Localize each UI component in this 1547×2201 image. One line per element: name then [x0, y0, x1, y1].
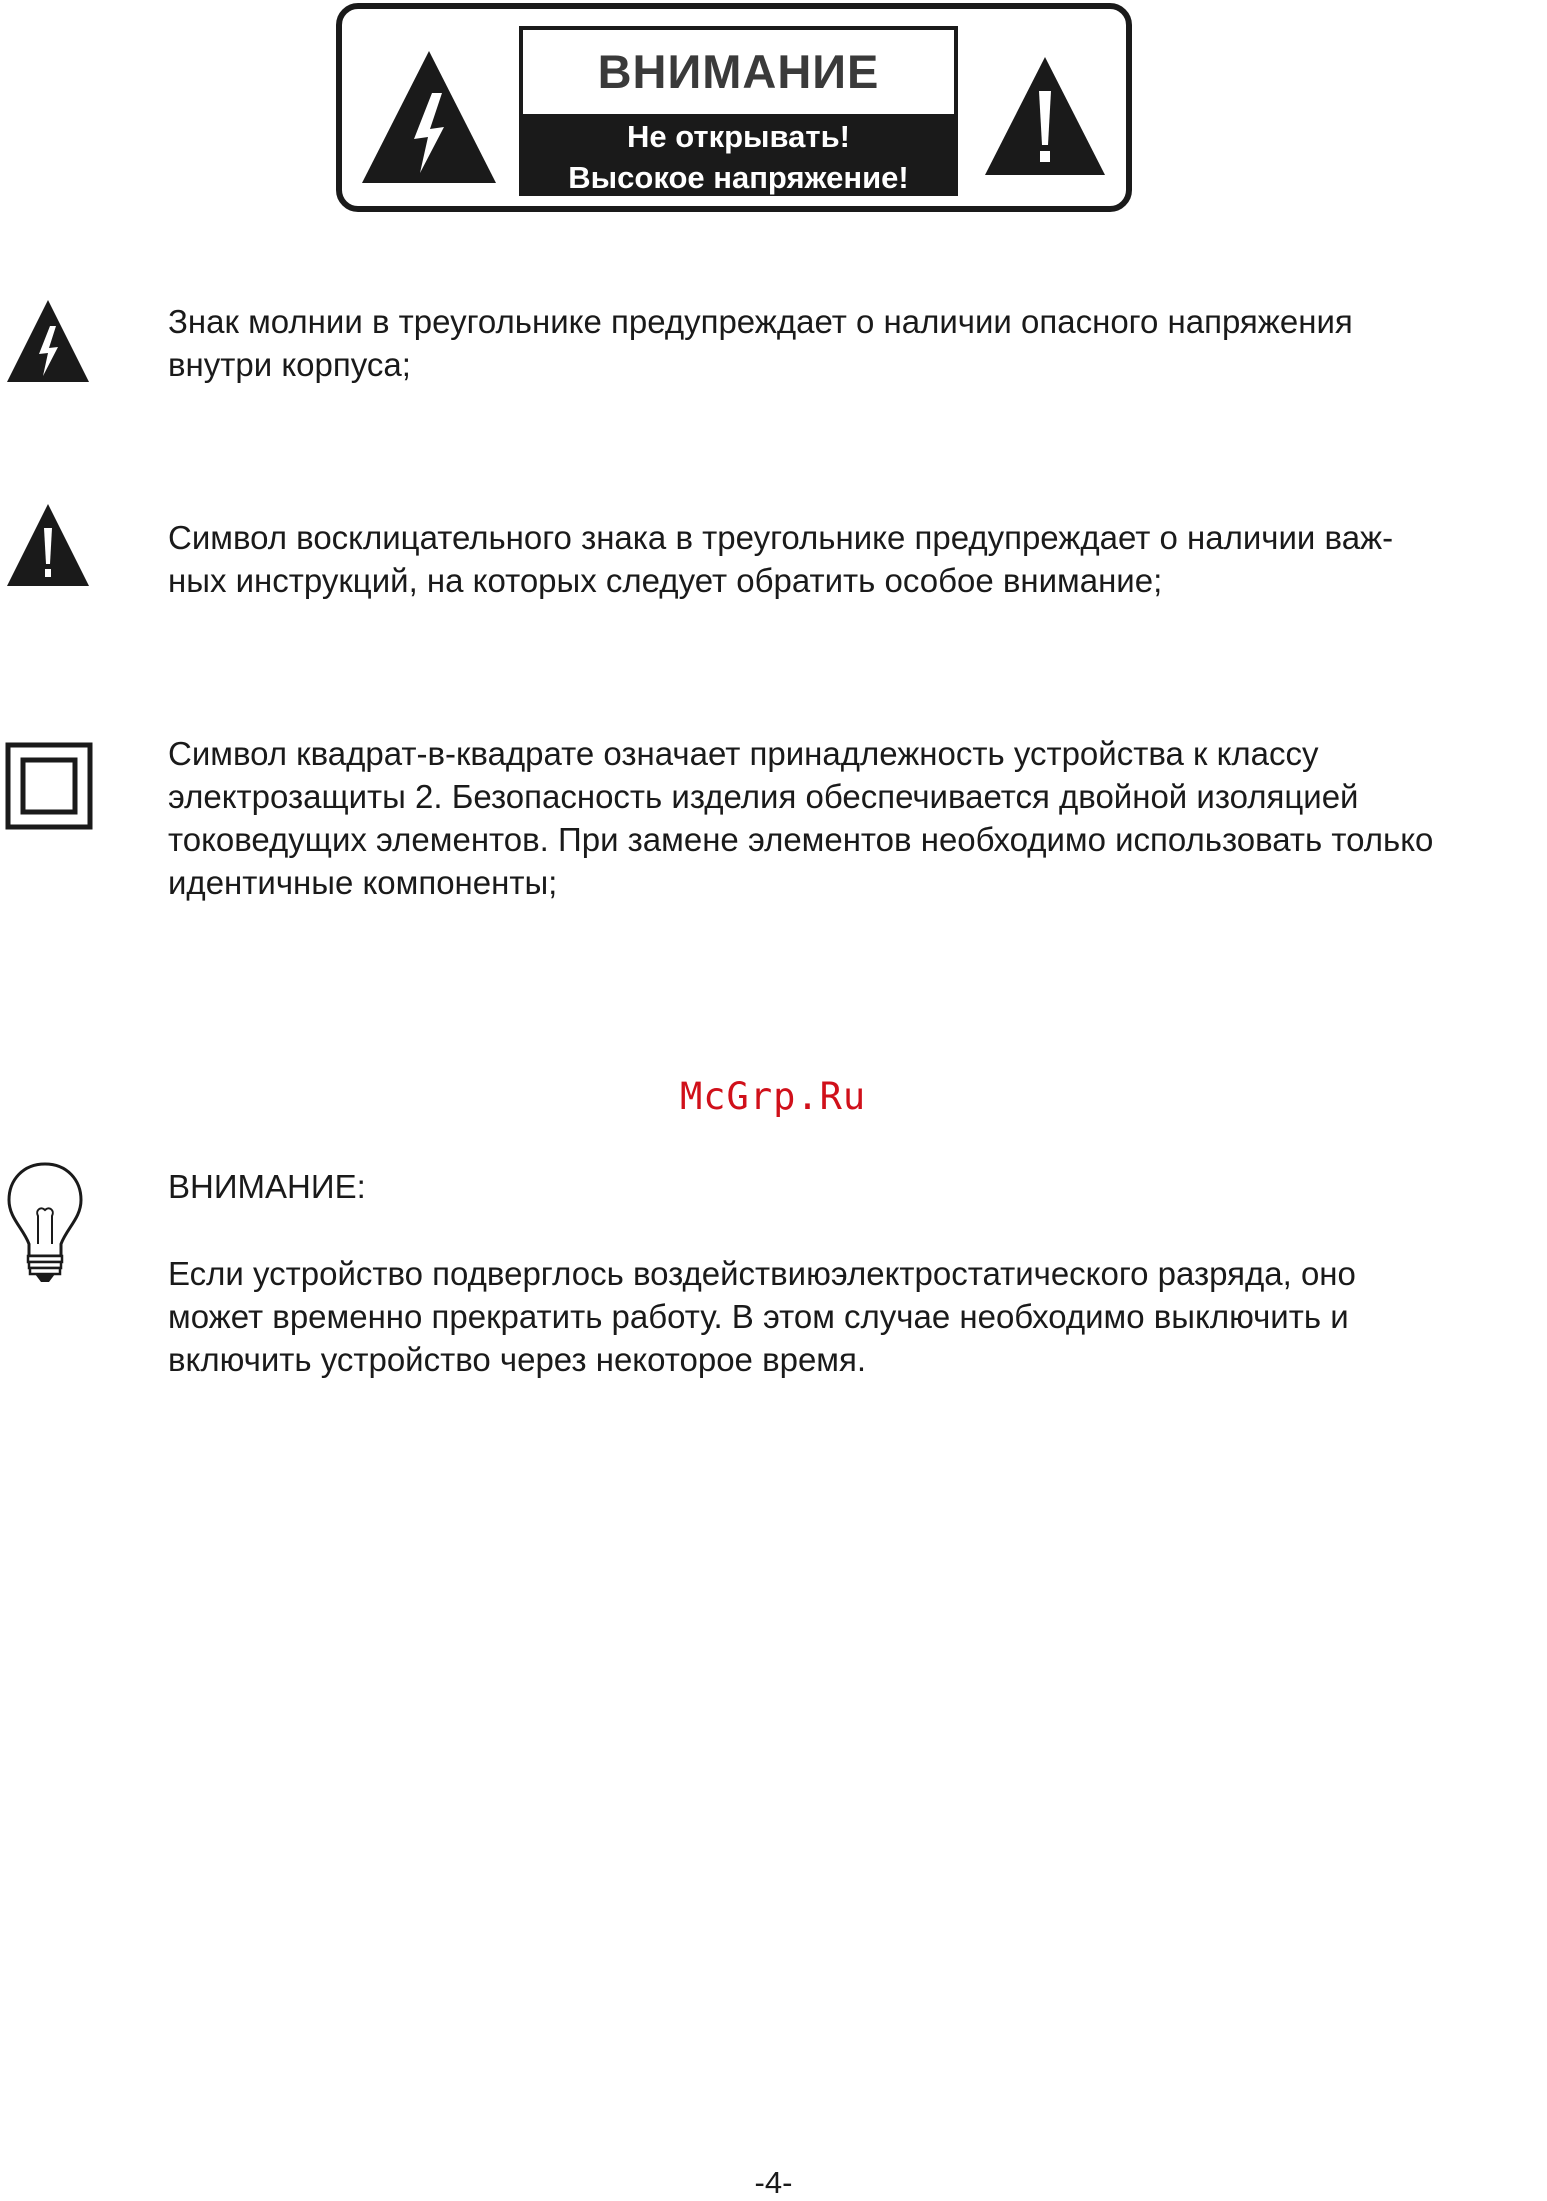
exclamation-triangle-icon: [5, 502, 91, 588]
warning-title: ВНИМАНИЕ: [597, 44, 880, 98]
lightning-triangle-icon: [5, 298, 91, 384]
page-number: -4-: [754, 2165, 793, 2200]
light-bulb-icon: [5, 1160, 85, 1286]
warning-subtitle: [523, 114, 954, 195]
note-heading: ВНИМАНИЕ:: [168, 1168, 366, 1205]
note-text: Если устройство подверглось воздействиюэлектростатического разряда, оно может временно прекратить работу. В этом случае необходимо выключить и включить устройство через некоторое время.: [168, 1255, 1356, 1378]
lightning-triangle-icon: [360, 49, 498, 187]
warning-label: [336, 3, 1132, 212]
watermark: McGrp.Ru: [680, 1075, 867, 1118]
entry-text-lightning: Знак молнии в треугольнике предупреждает о наличии опасного напряжения внутри корпуса;: [168, 303, 1353, 383]
double-square-icon: [5, 742, 93, 830]
exclamation-triangle-icon: [983, 55, 1107, 179]
entry-text-double-square: Символ квадрат-в-квадрате означает принадлежность устройства к классу электрозащиты 2. Безопасность изделия обеспечивается двойной изоляцией токоведущих элементов. При замене элементов необходимо использовать только идентичные компоненты;: [168, 735, 1434, 901]
warning-panel: [519, 26, 958, 196]
warning-line-2: Высокое напряжение!: [568, 160, 909, 195]
entry-text-exclamation: Символ восклицательного знака в треугольнике предупреждает о наличии важ- ных инструкций, на которых следует обратить особое внимание;: [168, 519, 1394, 599]
warning-line-1: Не открывать!: [627, 119, 850, 154]
